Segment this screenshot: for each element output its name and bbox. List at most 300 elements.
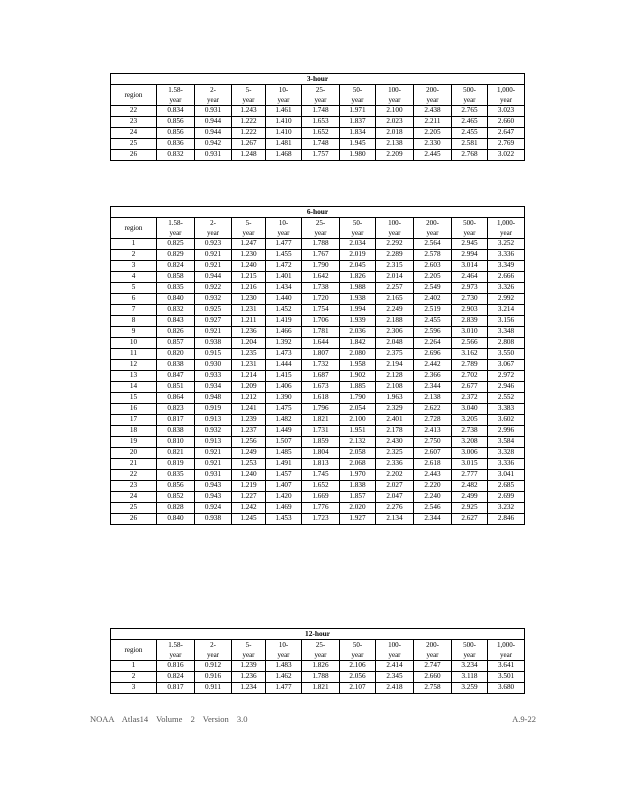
value-cell: 1.241 <box>232 404 266 415</box>
value-cell: 2.138 <box>376 139 414 150</box>
value-cell: 2.564 <box>414 239 452 250</box>
value-cell: 1.256 <box>232 437 266 448</box>
value-cell: 2.769 <box>488 139 525 150</box>
value-cell: 3.584 <box>488 437 525 448</box>
value-cell: 0.856 <box>157 481 195 492</box>
region-cell: 1 <box>111 239 157 250</box>
value-cell: 1.776 <box>302 503 340 514</box>
value-cell: 1.790 <box>340 393 376 404</box>
value-cell: 3.014 <box>452 261 488 272</box>
region-cell: 23 <box>111 117 157 128</box>
value-cell: 1.834 <box>340 128 376 139</box>
column-header-unit: year <box>452 650 488 661</box>
value-cell: 2.945 <box>452 239 488 250</box>
value-cell: 2.992 <box>488 294 525 305</box>
value-cell: 3.641 <box>488 661 525 672</box>
value-cell: 2.108 <box>376 382 414 393</box>
value-cell: 1.927 <box>340 514 376 525</box>
value-cell: 0.934 <box>195 382 232 393</box>
value-cell: 0.927 <box>195 316 232 327</box>
value-cell: 0.925 <box>195 305 232 316</box>
region-cell: 21 <box>111 459 157 470</box>
value-cell: 1.642 <box>302 272 340 283</box>
value-cell: 2.014 <box>376 272 414 283</box>
value-cell: 0.943 <box>195 481 232 492</box>
table-row <box>111 415 525 426</box>
value-cell: 1.466 <box>266 327 302 338</box>
value-cell: 1.390 <box>266 393 302 404</box>
value-cell: 2.211 <box>414 117 452 128</box>
value-cell: 0.856 <box>157 128 195 139</box>
column-header-unit: year <box>302 650 340 661</box>
value-cell: 0.944 <box>195 272 232 283</box>
value-cell: 1.461 <box>266 106 302 117</box>
value-cell: 0.832 <box>157 305 195 316</box>
value-cell: 2.499 <box>452 492 488 503</box>
column-header-period: 2- <box>195 85 232 96</box>
table-row <box>111 437 525 448</box>
value-cell: 1.222 <box>232 128 266 139</box>
column-header-period: 200- <box>414 85 452 96</box>
frequency-table-3 <box>110 628 525 694</box>
value-cell: 1.939 <box>340 316 376 327</box>
column-header-period: 1,000- <box>488 640 525 651</box>
value-cell: 2.056 <box>340 672 376 683</box>
value-cell: 1.826 <box>302 661 340 672</box>
value-cell: 2.402 <box>414 294 452 305</box>
table-row <box>111 481 525 492</box>
value-cell: 1.410 <box>266 117 302 128</box>
value-cell: 1.230 <box>232 250 266 261</box>
value-cell: 1.754 <box>302 305 340 316</box>
value-cell: 3.023 <box>488 106 525 117</box>
value-cell: 0.931 <box>195 106 232 117</box>
value-cell: 2.249 <box>376 305 414 316</box>
table-row <box>111 150 525 161</box>
value-cell: 1.807 <box>302 349 340 360</box>
value-cell: 1.644 <box>302 338 340 349</box>
column-header-period: 1,000- <box>488 218 525 229</box>
column-header-unit: year <box>376 228 414 239</box>
value-cell: 2.018 <box>376 128 414 139</box>
value-cell: 1.902 <box>340 371 376 382</box>
value-cell: 3.205 <box>452 415 488 426</box>
value-cell: 1.253 <box>232 459 266 470</box>
value-cell: 2.973 <box>452 283 488 294</box>
value-cell: 2.209 <box>376 150 414 161</box>
value-cell: 0.924 <box>195 503 232 514</box>
value-cell: 0.857 <box>157 338 195 349</box>
value-cell: 2.465 <box>452 117 488 128</box>
value-cell: 2.622 <box>414 404 452 415</box>
value-cell: 1.748 <box>302 139 340 150</box>
value-cell: 1.652 <box>302 128 340 139</box>
value-cell: 3.015 <box>452 459 488 470</box>
value-cell: 2.306 <box>376 327 414 338</box>
value-cell: 1.491 <box>266 459 302 470</box>
value-cell: 2.330 <box>414 139 452 150</box>
value-cell: 1.971 <box>340 106 376 117</box>
region-cell: 15 <box>111 393 157 404</box>
table-row <box>111 239 525 250</box>
value-cell: 0.843 <box>157 316 195 327</box>
value-cell: 2.100 <box>340 415 376 426</box>
table-row <box>111 426 525 437</box>
value-cell: 2.194 <box>376 360 414 371</box>
region-cell: 3 <box>111 683 157 694</box>
value-cell: 2.418 <box>376 683 414 694</box>
value-cell: 2.336 <box>376 459 414 470</box>
value-cell: 2.205 <box>414 128 452 139</box>
value-cell: 2.994 <box>452 250 488 261</box>
value-cell: 1.392 <box>266 338 302 349</box>
column-header-unit: year <box>157 228 195 239</box>
value-cell: 0.944 <box>195 117 232 128</box>
value-cell: 0.912 <box>195 661 232 672</box>
value-cell: 1.781 <box>302 327 340 338</box>
table-row <box>111 672 525 683</box>
value-cell: 2.047 <box>376 492 414 503</box>
column-header-period: 5- <box>232 85 266 96</box>
value-cell: 1.215 <box>232 272 266 283</box>
value-cell: 3.232 <box>488 503 525 514</box>
value-cell: 2.027 <box>376 481 414 492</box>
region-cell: 17 <box>111 415 157 426</box>
table-row <box>111 250 525 261</box>
value-cell: 1.475 <box>266 404 302 415</box>
region-cell: 18 <box>111 426 157 437</box>
value-cell: 1.407 <box>266 481 302 492</box>
value-cell: 1.415 <box>266 371 302 382</box>
value-cell: 0.824 <box>157 261 195 272</box>
value-cell: 2.738 <box>452 426 488 437</box>
value-cell: 0.851 <box>157 382 195 393</box>
value-cell: 1.267 <box>232 139 266 150</box>
value-cell: 0.828 <box>157 503 195 514</box>
column-header-period: 500- <box>452 85 488 96</box>
value-cell: 0.921 <box>195 327 232 338</box>
value-cell: 2.677 <box>452 382 488 393</box>
column-header-unit: year <box>340 228 376 239</box>
column-header-period: 5- <box>232 640 266 651</box>
table-title: 3-hour <box>111 74 525 85</box>
value-cell: 2.315 <box>376 261 414 272</box>
value-cell: 1.211 <box>232 316 266 327</box>
column-header-unit: year <box>157 95 195 106</box>
table-row <box>111 683 525 694</box>
value-cell: 0.829 <box>157 250 195 261</box>
value-cell: 1.951 <box>340 426 376 437</box>
value-cell: 1.248 <box>232 150 266 161</box>
region-cell: 1 <box>111 661 157 672</box>
value-cell: 0.913 <box>195 437 232 448</box>
column-header-period: 200- <box>414 218 452 229</box>
value-cell: 3.336 <box>488 250 525 261</box>
column-header-period: 50- <box>340 640 376 651</box>
value-cell: 3.118 <box>452 672 488 683</box>
value-cell: 2.603 <box>414 261 452 272</box>
value-cell: 1.401 <box>266 272 302 283</box>
value-cell: 2.329 <box>376 404 414 415</box>
footer-page-number: A.9-22 <box>512 714 536 724</box>
value-cell: 0.930 <box>195 360 232 371</box>
value-cell: 2.660 <box>414 672 452 683</box>
value-cell: 2.666 <box>488 272 525 283</box>
value-cell: 1.842 <box>340 338 376 349</box>
table-title: 6-hour <box>111 207 525 218</box>
value-cell: 2.758 <box>414 683 452 694</box>
row-header-label: region <box>111 85 157 106</box>
value-cell: 2.292 <box>376 239 414 250</box>
value-cell: 2.696 <box>414 349 452 360</box>
value-cell: 0.921 <box>195 250 232 261</box>
value-cell: 0.932 <box>195 294 232 305</box>
value-cell: 2.455 <box>452 128 488 139</box>
value-cell: 0.944 <box>195 128 232 139</box>
value-cell: 3.214 <box>488 305 525 316</box>
column-header-period: 200- <box>414 640 452 651</box>
value-cell: 2.607 <box>414 448 452 459</box>
value-cell: 0.823 <box>157 404 195 415</box>
column-header-unit: year <box>488 95 525 106</box>
region-cell: 13 <box>111 371 157 382</box>
value-cell: 0.835 <box>157 283 195 294</box>
value-cell: 2.068 <box>340 459 376 470</box>
value-cell: 3.328 <box>488 448 525 459</box>
column-header-unit: year <box>340 650 376 661</box>
value-cell: 2.276 <box>376 503 414 514</box>
column-header-unit: year <box>266 650 302 661</box>
column-header-unit: year <box>195 650 232 661</box>
value-cell: 2.699 <box>488 492 525 503</box>
value-cell: 2.747 <box>414 661 452 672</box>
value-cell: 0.856 <box>157 117 195 128</box>
value-cell: 2.996 <box>488 426 525 437</box>
value-cell: 0.948 <box>195 393 232 404</box>
value-cell: 1.462 <box>266 672 302 683</box>
column-header-unit: year <box>232 95 266 106</box>
column-header-period: 1.58- <box>157 85 195 96</box>
value-cell: 1.826 <box>340 272 376 283</box>
value-cell: 1.227 <box>232 492 266 503</box>
value-cell: 0.933 <box>195 371 232 382</box>
table-row <box>111 283 525 294</box>
footer-document-title: NOAA Atlas14 Volume 2 Version 3.0 <box>90 714 248 724</box>
value-cell: 2.925 <box>452 503 488 514</box>
region-cell: 20 <box>111 448 157 459</box>
value-cell: 1.485 <box>266 448 302 459</box>
region-cell: 2 <box>111 672 157 683</box>
value-cell: 2.903 <box>452 305 488 316</box>
value-cell: 0.838 <box>157 426 195 437</box>
value-cell: 3.501 <box>488 672 525 683</box>
column-header-period: 500- <box>452 640 488 651</box>
value-cell: 2.289 <box>376 250 414 261</box>
table-row <box>111 470 525 481</box>
value-cell: 1.231 <box>232 360 266 371</box>
value-cell: 1.236 <box>232 327 266 338</box>
row-header-label: region <box>111 218 157 239</box>
region-cell: 7 <box>111 305 157 316</box>
value-cell: 3.383 <box>488 404 525 415</box>
value-cell: 1.745 <box>302 470 340 481</box>
value-cell: 3.041 <box>488 470 525 481</box>
value-cell: 3.550 <box>488 349 525 360</box>
value-cell: 2.808 <box>488 338 525 349</box>
region-cell: 4 <box>111 272 157 283</box>
value-cell: 1.237 <box>232 426 266 437</box>
table-row <box>111 327 525 338</box>
region-cell: 24 <box>111 128 157 139</box>
value-cell: 2.366 <box>414 371 452 382</box>
region-cell: 26 <box>111 514 157 525</box>
value-cell: 0.915 <box>195 349 232 360</box>
region-cell: 26 <box>111 150 157 161</box>
region-cell: 11 <box>111 349 157 360</box>
column-header-unit: year <box>340 95 376 106</box>
value-cell: 2.257 <box>376 283 414 294</box>
value-cell: 0.838 <box>157 360 195 371</box>
value-cell: 1.988 <box>340 283 376 294</box>
value-cell: 1.236 <box>232 672 266 683</box>
value-cell: 1.245 <box>232 514 266 525</box>
value-cell: 2.455 <box>414 316 452 327</box>
value-cell: 1.813 <box>302 459 340 470</box>
value-cell: 0.938 <box>195 338 232 349</box>
table-title: 12-hour <box>111 629 525 640</box>
value-cell: 2.789 <box>452 360 488 371</box>
value-cell: 1.240 <box>232 261 266 272</box>
value-cell: 1.434 <box>266 283 302 294</box>
value-cell: 2.106 <box>340 661 376 672</box>
value-cell: 1.885 <box>340 382 376 393</box>
value-cell: 0.864 <box>157 393 195 404</box>
value-cell: 3.162 <box>452 349 488 360</box>
value-cell: 2.765 <box>452 106 488 117</box>
column-header-unit: year <box>157 650 195 661</box>
value-cell: 1.804 <box>302 448 340 459</box>
value-cell: 3.010 <box>452 327 488 338</box>
value-cell: 0.921 <box>195 459 232 470</box>
value-cell: 0.852 <box>157 492 195 503</box>
value-cell: 1.468 <box>266 150 302 161</box>
value-cell: 0.858 <box>157 272 195 283</box>
value-cell: 0.921 <box>195 261 232 272</box>
table-row <box>111 106 525 117</box>
region-cell: 19 <box>111 437 157 448</box>
value-cell: 0.825 <box>157 239 195 250</box>
value-cell: 1.481 <box>266 139 302 150</box>
region-cell: 25 <box>111 139 157 150</box>
value-cell: 2.519 <box>414 305 452 316</box>
value-cell: 2.345 <box>376 672 414 683</box>
value-cell: 0.816 <box>157 661 195 672</box>
value-cell: 1.477 <box>266 683 302 694</box>
column-header-unit: year <box>414 650 452 661</box>
column-header-unit: year <box>195 95 232 106</box>
value-cell: 3.040 <box>452 404 488 415</box>
table-row <box>111 316 525 327</box>
column-header-period: 25- <box>302 218 340 229</box>
value-cell: 0.819 <box>157 459 195 470</box>
value-cell: 3.067 <box>488 360 525 371</box>
value-cell: 2.080 <box>340 349 376 360</box>
value-cell: 1.219 <box>232 481 266 492</box>
region-cell: 6 <box>111 294 157 305</box>
value-cell: 1.673 <box>302 382 340 393</box>
value-cell: 0.821 <box>157 448 195 459</box>
table-row <box>111 338 525 349</box>
value-cell: 2.413 <box>414 426 452 437</box>
value-cell: 2.972 <box>488 371 525 382</box>
value-cell: 1.406 <box>266 382 302 393</box>
value-cell: 1.235 <box>232 349 266 360</box>
value-cell: 1.857 <box>340 492 376 503</box>
value-cell: 1.240 <box>232 470 266 481</box>
value-cell: 1.723 <box>302 514 340 525</box>
value-cell: 1.440 <box>266 294 302 305</box>
value-cell: 3.156 <box>488 316 525 327</box>
value-cell: 0.931 <box>195 470 232 481</box>
frequency-table-2 <box>110 206 525 525</box>
value-cell: 0.923 <box>195 239 232 250</box>
value-cell: 1.687 <box>302 371 340 382</box>
value-cell: 1.444 <box>266 360 302 371</box>
column-header-period: 100- <box>376 218 414 229</box>
value-cell: 2.627 <box>452 514 488 525</box>
value-cell: 1.420 <box>266 492 302 503</box>
value-cell: 2.020 <box>340 503 376 514</box>
column-header-period: 1.58- <box>157 218 195 229</box>
value-cell: 1.788 <box>302 239 340 250</box>
value-cell: 2.054 <box>340 404 376 415</box>
value-cell: 3.208 <box>452 437 488 448</box>
column-header-period: 500- <box>452 218 488 229</box>
value-cell: 3.680 <box>488 683 525 694</box>
value-cell: 2.596 <box>414 327 452 338</box>
value-cell: 0.932 <box>195 426 232 437</box>
value-cell: 2.445 <box>414 150 452 161</box>
table-row <box>111 294 525 305</box>
value-cell: 2.036 <box>340 327 376 338</box>
value-cell: 0.942 <box>195 139 232 150</box>
value-cell: 0.938 <box>195 514 232 525</box>
value-cell: 1.507 <box>266 437 302 448</box>
value-cell: 2.839 <box>452 316 488 327</box>
value-cell: 0.922 <box>195 283 232 294</box>
value-cell: 1.958 <box>340 360 376 371</box>
table-row <box>111 492 525 503</box>
row-header-label: region <box>111 640 157 661</box>
value-cell: 2.178 <box>376 426 414 437</box>
value-cell: 0.817 <box>157 415 195 426</box>
column-header-period: 2- <box>195 218 232 229</box>
value-cell: 0.826 <box>157 327 195 338</box>
value-cell: 1.790 <box>302 261 340 272</box>
value-cell: 0.919 <box>195 404 232 415</box>
value-cell: 1.222 <box>232 117 266 128</box>
table-row <box>111 139 525 150</box>
value-cell: 2.220 <box>414 481 452 492</box>
value-cell: 2.034 <box>340 239 376 250</box>
column-header-period: 5- <box>232 218 266 229</box>
column-header-unit: year <box>232 228 266 239</box>
value-cell: 1.748 <box>302 106 340 117</box>
value-cell: 1.482 <box>266 415 302 426</box>
value-cell: 1.410 <box>266 128 302 139</box>
column-header-unit: year <box>452 228 488 239</box>
value-cell: 0.847 <box>157 371 195 382</box>
